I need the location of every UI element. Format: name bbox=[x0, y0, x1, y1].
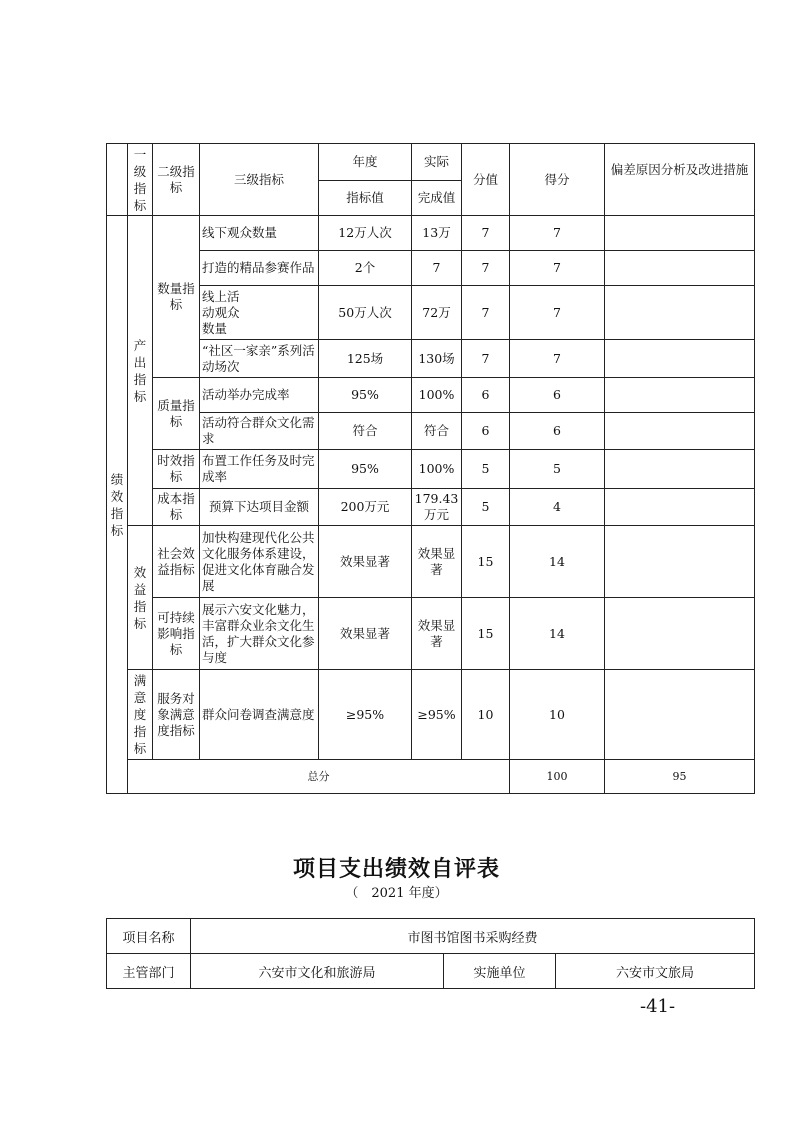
indicator-score: 14 bbox=[510, 526, 605, 598]
indicator-name: 活动举办完成率 bbox=[200, 378, 319, 413]
indicator-name: 线下观众数量 bbox=[200, 216, 319, 251]
indicator-score: 14 bbox=[510, 598, 605, 670]
indicator-note bbox=[605, 251, 755, 286]
subgroup-cost: 成本指标 bbox=[153, 489, 200, 526]
indicator-name: 展示六安文化魅力，丰富群众业余文化生活，扩大群众文化参与度 bbox=[200, 598, 319, 670]
indicator-name: “社区一家亲”系列活动场次 bbox=[200, 340, 319, 378]
total-value: 100 bbox=[510, 760, 605, 794]
indicator-note bbox=[605, 598, 755, 670]
indicator-target: 95% bbox=[319, 450, 412, 489]
indicator-value: 5 bbox=[462, 489, 510, 526]
indicator-score: 6 bbox=[510, 378, 605, 413]
indicator-note bbox=[605, 526, 755, 598]
indicator-score: 5 bbox=[510, 450, 605, 489]
indicator-value: 10 bbox=[462, 670, 510, 760]
indicator-target: 效果显著 bbox=[319, 526, 412, 598]
subgroup-timeliness: 时效指标 bbox=[153, 450, 200, 489]
total-label: 总分 bbox=[128, 760, 510, 794]
indicator-note bbox=[605, 286, 755, 340]
subgroup-quantity: 数量指标 bbox=[153, 216, 200, 378]
header-analysis: 偏差原因分析及改进措施 bbox=[605, 144, 755, 216]
indicator-value: 7 bbox=[462, 286, 510, 340]
indicator-value: 6 bbox=[462, 378, 510, 413]
indicator-score: 7 bbox=[510, 251, 605, 286]
indicator-actual: 72万 bbox=[412, 286, 462, 340]
indicator-target: ≥95% bbox=[319, 670, 412, 760]
indicator-actual: 13万 bbox=[412, 216, 462, 251]
indicator-actual: 130场 bbox=[412, 340, 462, 378]
indicator-target: 效果显著 bbox=[319, 598, 412, 670]
indicator-name: 预算下达项目金额 bbox=[200, 489, 319, 526]
indicator-score: 6 bbox=[510, 413, 605, 450]
header-level2: 二级指标 bbox=[153, 144, 200, 216]
indicator-value: 5 bbox=[462, 450, 510, 489]
indicator-actual: 符合 bbox=[412, 413, 462, 450]
header-level1: 一级指标 bbox=[128, 144, 153, 216]
indicator-score: 10 bbox=[510, 670, 605, 760]
header-score-got: 得分 bbox=[510, 144, 605, 216]
indicator-value: 15 bbox=[462, 526, 510, 598]
indicator-note bbox=[605, 413, 755, 450]
indicator-actual: 100% bbox=[412, 378, 462, 413]
project-name-value: 市图书馆图书采购经费 bbox=[191, 919, 755, 954]
indicator-target: 200万元 bbox=[319, 489, 412, 526]
impl-label: 实施单位 bbox=[444, 954, 556, 989]
indicator-value: 7 bbox=[462, 251, 510, 286]
indicator-target: 50万人次 bbox=[319, 286, 412, 340]
header-target: 指标值 bbox=[319, 181, 412, 216]
header-level3: 三级指标 bbox=[200, 144, 319, 216]
indicator-name: 打造的精品参赛作品 bbox=[200, 251, 319, 286]
subgroup-social: 社会效益指标 bbox=[153, 526, 200, 598]
indicator-value: 6 bbox=[462, 413, 510, 450]
indicator-actual: 7 bbox=[412, 251, 462, 286]
dept-label: 主管部门 bbox=[107, 954, 191, 989]
indicator-actual: 效果显著 bbox=[412, 598, 462, 670]
total-score: 95 bbox=[605, 760, 755, 794]
project-name-label: 项目名称 bbox=[107, 919, 191, 954]
impl-value: 六安市文旅局 bbox=[556, 954, 755, 989]
header-completed: 完成值 bbox=[412, 181, 462, 216]
page-number: -41- bbox=[640, 996, 676, 1017]
group-performance: 绩效指标 bbox=[107, 216, 128, 794]
header-year: 年度 bbox=[319, 144, 412, 181]
indicator-value: 7 bbox=[462, 340, 510, 378]
project-info-table bbox=[106, 918, 755, 989]
indicator-name: 布置工作任务及时完成率 bbox=[200, 450, 319, 489]
header-actual: 实际 bbox=[412, 144, 462, 181]
indicator-name: 加快构建现代化公共文化服务体系建设，促进文化体育融合发展 bbox=[200, 526, 319, 598]
indicator-actual: 效果显著 bbox=[412, 526, 462, 598]
section-title: 项目支出绩效自评表 bbox=[292, 856, 500, 882]
indicator-target: 12万人次 bbox=[319, 216, 412, 251]
indicator-value: 7 bbox=[462, 216, 510, 251]
group-satisfaction: 满意度指标 bbox=[128, 670, 153, 760]
indicator-note bbox=[605, 340, 755, 378]
blank-cell bbox=[107, 144, 128, 216]
indicator-score: 7 bbox=[510, 340, 605, 378]
group-benefit: 效益指标 bbox=[128, 526, 153, 670]
indicator-note bbox=[605, 489, 755, 526]
dept-value: 六安市文化和旅游局 bbox=[191, 954, 444, 989]
section-subtitle: （ 2021 年度） bbox=[345, 886, 448, 901]
indicator-value: 15 bbox=[462, 598, 510, 670]
indicator-score: 7 bbox=[510, 286, 605, 340]
indicator-note bbox=[605, 216, 755, 251]
indicator-target: 125场 bbox=[319, 340, 412, 378]
indicator-name: 活动符合群众文化需求 bbox=[200, 413, 319, 450]
indicator-actual: ≥95% bbox=[412, 670, 462, 760]
subgroup-quality: 质量指标 bbox=[153, 378, 200, 450]
indicator-target: 95% bbox=[319, 378, 412, 413]
indicator-actual: 179.43万元 bbox=[412, 489, 462, 526]
indicator-target: 符合 bbox=[319, 413, 412, 450]
header-score-value: 分值 bbox=[462, 144, 510, 216]
indicator-note bbox=[605, 450, 755, 489]
group-output: 产出指标 bbox=[128, 216, 153, 526]
indicator-name: 线上活 动观众 数量 bbox=[200, 286, 319, 340]
indicator-note bbox=[605, 378, 755, 413]
indicator-target: 2个 bbox=[319, 251, 412, 286]
subgroup-sustainable: 可持续影响指标 bbox=[153, 598, 200, 670]
indicator-actual: 100% bbox=[412, 450, 462, 489]
indicator-note bbox=[605, 670, 755, 760]
subgroup-service: 服务对象满意度指标 bbox=[153, 670, 200, 760]
indicator-score: 7 bbox=[510, 216, 605, 251]
indicator-score: 4 bbox=[510, 489, 605, 526]
performance-indicator-table bbox=[106, 143, 755, 794]
indicator-name: 群众问卷调查满意度 bbox=[200, 670, 319, 760]
